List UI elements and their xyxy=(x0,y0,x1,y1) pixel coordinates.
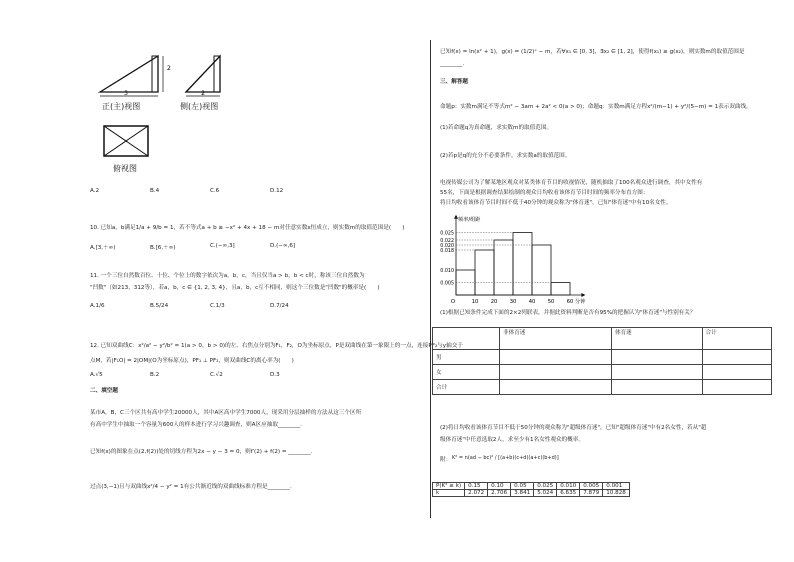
q11-option-a[interactable]: A.1/6 xyxy=(90,303,105,309)
q10-option-c[interactable]: C.(−∞,3] xyxy=(210,243,235,249)
table-cell: 3.841 xyxy=(511,490,534,497)
histogram-bar xyxy=(494,240,513,295)
dim-3-label: 3 xyxy=(124,90,128,97)
table-row xyxy=(433,380,772,395)
section-answer-heading: 三、解答题 xyxy=(440,79,468,85)
three-view-figure xyxy=(92,48,272,178)
q18-line3: 将日均收看该体育节目时间不低于40分钟的观众称为"体育迷"，已知"体育迷"中有10名女性。 xyxy=(440,200,672,206)
histogram-bar xyxy=(475,250,494,295)
top-view-label: 俯视图 xyxy=(113,164,137,173)
q17-text: 命题p：实数m满足不等式m² − 3am + 2a² < 0(a > 0)；命题q：实数m满足方程x²/(m−1) + y²/(5−m) = 1表示双曲线。 xyxy=(440,104,752,110)
table-header-cell: 非体育迷 xyxy=(500,328,612,350)
table-header-row xyxy=(433,328,772,350)
q18-part2-line2: 级体育迷"中任意选取2人，求至少有1名女性观众的概率。 xyxy=(440,437,584,443)
front-view-drawing xyxy=(100,56,163,96)
y-tick-label: 0.020 xyxy=(440,243,454,249)
x-tick-label: 20 xyxy=(490,299,498,305)
q18-line2: 55名，下面是根据调查结果绘制的观众日均收看该体育节目时间的频率分布直方图： xyxy=(440,190,649,196)
x-axis-label: 分钟 xyxy=(575,299,586,305)
top-view-drawing xyxy=(104,126,148,156)
q9-option-b[interactable]: B.4 xyxy=(150,188,160,194)
table-cell: 0.10 xyxy=(488,483,511,490)
table-cell: 0.010 xyxy=(557,483,580,490)
y-tick-label: 0.010 xyxy=(440,268,454,274)
table-cell[interactable] xyxy=(702,365,771,380)
q12-option-c[interactable]: C.√2 xyxy=(210,372,223,378)
x-tick-label: 50 xyxy=(547,299,555,305)
table-row xyxy=(433,365,772,380)
table-cell: 0.025 xyxy=(534,483,557,490)
table-header-cell: 合计 xyxy=(702,328,771,350)
row-label-female: 女 xyxy=(433,365,500,380)
q9-option-c[interactable]: C.6 xyxy=(210,188,220,194)
row-label-total: 合计 xyxy=(433,380,500,395)
q10-option-b[interactable]: B.[6,＋∞) xyxy=(150,245,176,251)
q11-option-c[interactable]: C.1/3 xyxy=(210,303,225,309)
table-cell: 10.828 xyxy=(603,490,630,497)
x-tick-label: 40 xyxy=(528,299,536,305)
dim-2b-label: 2 xyxy=(201,90,205,97)
histogram-bar xyxy=(551,283,570,296)
q18-part2-line1: (2)将日均收看该体育节目不低于50分钟的观众称为"超级体育迷"，已知"超级体育迷"中有2名女性，若从"超 xyxy=(440,425,707,431)
x-axis-arrow xyxy=(581,293,585,297)
table-row xyxy=(433,490,630,497)
q14-text: 已知f(x)的图象在点(2,f(2))处的切线方程为2x − y − 3 = 0，则f′(2) + f(2) = ________. xyxy=(90,449,313,455)
table-cell[interactable] xyxy=(500,380,612,395)
x-tick-label: 60 xyxy=(566,299,574,305)
chi-square-formula: K² = n(ad − bc)² / [(a+b)(c+d)(a+c)(b+d)] xyxy=(452,455,559,461)
table-row xyxy=(433,350,772,365)
table-cell: 0.05 xyxy=(511,483,534,490)
x-tick-label: 10 xyxy=(471,299,479,305)
side-view-label: 侧(左)视图 xyxy=(180,102,219,111)
q11-line1: 11. 一个三位自然数百位、十位、个位上的数字依次为a，b，c，当且仅当a > b，b < c时，称该三位自然数为 xyxy=(90,273,365,279)
table-cell: 0.001 xyxy=(603,483,630,490)
q9-option-a[interactable]: A.2 xyxy=(90,188,100,194)
q16-line2: ________. xyxy=(440,61,465,67)
table-row xyxy=(433,483,630,490)
table-cell[interactable] xyxy=(611,365,702,380)
front-view-label: 正(主)视图 xyxy=(102,102,141,111)
q17-part2: (2)若p是q的充分不必要条件，求实数a的取值范围。 xyxy=(440,153,571,159)
dim-2a-label: 2 xyxy=(167,65,171,72)
table-cell[interactable] xyxy=(611,380,702,395)
y-tick-label: 0.018 xyxy=(440,248,454,254)
table-cell: 5.024 xyxy=(534,490,557,497)
q12-line1: 12. 已知双曲线C：x²/a² − y²/b² = 1(a > 0，b > 0)的左、右焦点分别为F₁，F₂，O为坐标原点，P是双曲线在第一象限上的一点，连接PF₂与y轴交于 xyxy=(90,343,463,349)
table-row-label: P(K² ≥ k) xyxy=(433,483,465,490)
table-cell[interactable] xyxy=(500,365,612,380)
critical-value-table xyxy=(432,482,630,497)
y-axis-label: 频率/组距 xyxy=(458,216,481,223)
table-cell: 6.635 xyxy=(557,490,580,497)
section-fill-in-heading: 二、填空题 xyxy=(90,388,118,394)
table-cell[interactable] xyxy=(500,350,612,365)
q12-line2: 点M，若|F₁O| = 2|OM|(O为坐标原点)，PF₁ ⊥ PF₂，则双曲线C的离心率为( ) xyxy=(90,358,294,364)
q12-option-d[interactable]: D.3 xyxy=(270,372,280,378)
q16-line1: 已知f(x) = ln(x² + 1)，g(x) = (1/2)ˣ − m，若∀x₁ ∈ [0, 3]，∃x₂ ∈ [1, 2]，使得f(x₁) ≥ g(x₂)，则实数m的取值范围是 xyxy=(440,49,745,55)
table-cell: 7.879 xyxy=(580,490,603,497)
table-cell: 0.005 xyxy=(580,483,603,490)
q18-line1: 电视传媒公司为了解某地区观众对某类体育节目的收视情况，随机抽取了100名观众进行调查，其中女性有 xyxy=(440,180,703,186)
table-header-cell: 体育迷 xyxy=(611,328,702,350)
q13-line1: 某市A，B，C三个区共有高中学生20000人，其中A区高中学生7000人，现采用分层抽样的方法从这三个区所 xyxy=(90,410,362,416)
histogram-bar xyxy=(532,245,551,295)
q10-text: 10. 已知a，b满足1/a + 9/b = 1，若不等式a + b ≥ −x² + 4x + 18 − m对任意实数x恒成立，则实数m的取值范围是( ) xyxy=(90,225,405,231)
histogram-bar xyxy=(513,233,532,296)
q18-part1: (1)根据已知条件完成下面的2×2列联表，并据此资料判断是否有95%的把握认为"体育迷"与性别有关？ xyxy=(440,310,696,316)
q9-option-d[interactable]: D.12 xyxy=(270,188,284,194)
table-cell: 0.15 xyxy=(465,483,488,490)
y-tick-label: 0.022 xyxy=(440,238,454,244)
q10-option-a[interactable]: A.[3,＋∞) xyxy=(90,245,116,251)
table-header-cell xyxy=(433,328,500,350)
q17-part1: (1)若命题q为真命题，求实数m的取值范围。 xyxy=(440,125,553,131)
q15-text: 过点(3,−1)且与双曲线x²/4 − y² = 1有公共渐近线的双曲线标准方程是________. xyxy=(90,484,292,490)
table-cell: 2.072 xyxy=(465,490,488,497)
table-cell[interactable] xyxy=(611,350,702,365)
q12-option-a[interactable]: A.√5 xyxy=(90,372,103,378)
table-cell[interactable] xyxy=(702,380,771,395)
q11-option-d[interactable]: D.7/24 xyxy=(270,303,289,309)
x-tick-label: 30 xyxy=(509,299,517,305)
frequency-histogram xyxy=(430,205,600,305)
x-tick-label: O xyxy=(450,299,456,305)
q10-option-d[interactable]: D.(−∞,6] xyxy=(270,243,296,249)
q11-line2: "凹数"（如213，312等），若a，b，c ∈ {1, 2, 3, 4}，且a，b，c互不相同，则这个三位数是"凹数"的概率是( ) xyxy=(90,285,380,291)
table-row-label: k xyxy=(433,490,465,497)
y-tick-label: 0.005 xyxy=(440,281,454,287)
contingency-table xyxy=(432,327,772,395)
table-cell: 2.706 xyxy=(488,490,511,497)
q11-option-b[interactable]: B.5/24 xyxy=(150,303,169,309)
table-cell[interactable] xyxy=(702,350,771,365)
formula-label: 附： xyxy=(440,457,452,463)
q12-option-b[interactable]: B.2 xyxy=(150,372,160,378)
y-tick-label: 0.025 xyxy=(440,231,454,237)
q13-line2: 有高中学生中抽取一个容量为600人的样本进行学习兴趣调查，则A区应抽取________. xyxy=(90,422,303,428)
row-label-male: 男 xyxy=(433,350,500,365)
